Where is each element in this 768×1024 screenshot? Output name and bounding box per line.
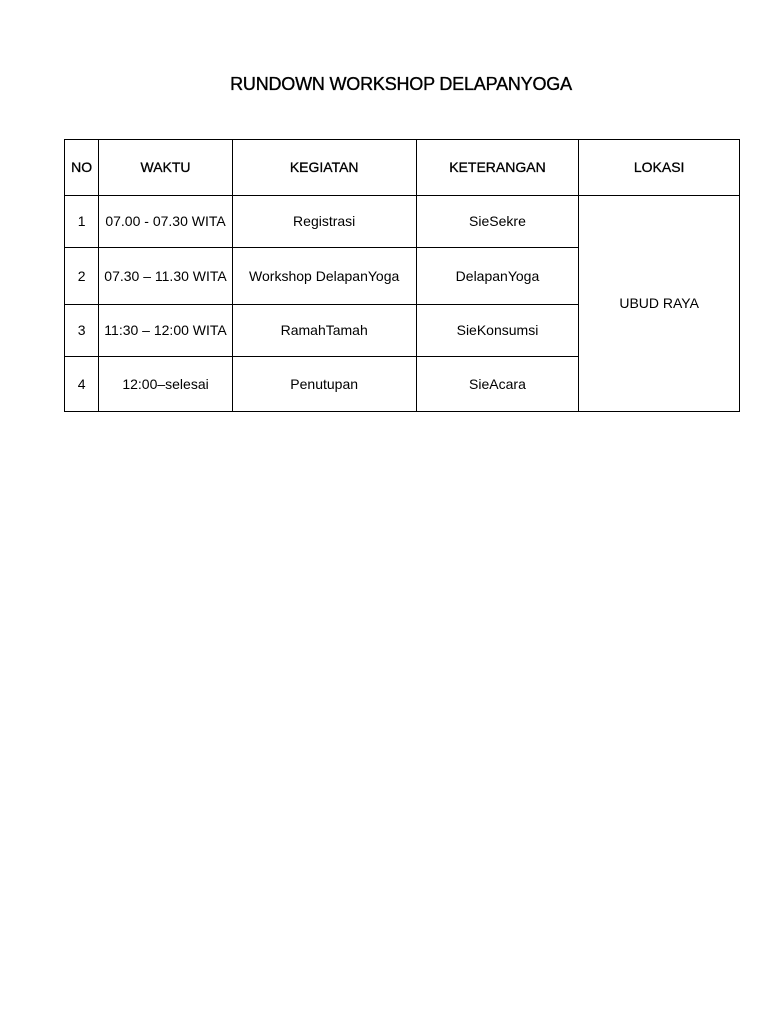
cell-kegiatan: RamahTamah <box>232 305 416 357</box>
cell-keterangan: SieKonsumsi <box>416 305 579 357</box>
cell-waktu: 07.00 - 07.30 WITA <box>99 196 232 248</box>
cell-waktu: 12:00–selesai <box>99 357 232 412</box>
cell-waktu: 07.30 – 11.30 WITA <box>99 248 232 305</box>
cell-kegiatan: Penutupan <box>232 357 416 412</box>
header-no: NO <box>65 140 99 196</box>
header-keterangan: KETERANGAN <box>416 140 579 196</box>
cell-keterangan: DelapanYoga <box>416 248 579 305</box>
cell-no: 3 <box>65 305 99 357</box>
cell-no: 4 <box>65 357 99 412</box>
cell-no: 1 <box>65 196 99 248</box>
cell-lokasi: UBUD RAYA <box>579 196 740 412</box>
cell-keterangan: SieSekre <box>416 196 579 248</box>
table-row <box>65 196 740 248</box>
header-lokasi: LOKASI <box>579 140 740 196</box>
rundown-table <box>64 139 740 412</box>
cell-no: 2 <box>65 248 99 305</box>
header-kegiatan: KEGIATAN <box>232 140 416 196</box>
cell-waktu: 11:30 – 12:00 WITA <box>99 305 232 357</box>
cell-kegiatan: Workshop DelapanYoga <box>232 248 416 305</box>
document-title: RUNDOWN WORKSHOP DELAPANYOGA <box>230 74 572 94</box>
header-waktu: WAKTU <box>99 140 232 196</box>
table-header-row <box>65 140 740 196</box>
cell-keterangan: SieAcara <box>416 357 579 412</box>
cell-kegiatan: Registrasi <box>232 196 416 248</box>
